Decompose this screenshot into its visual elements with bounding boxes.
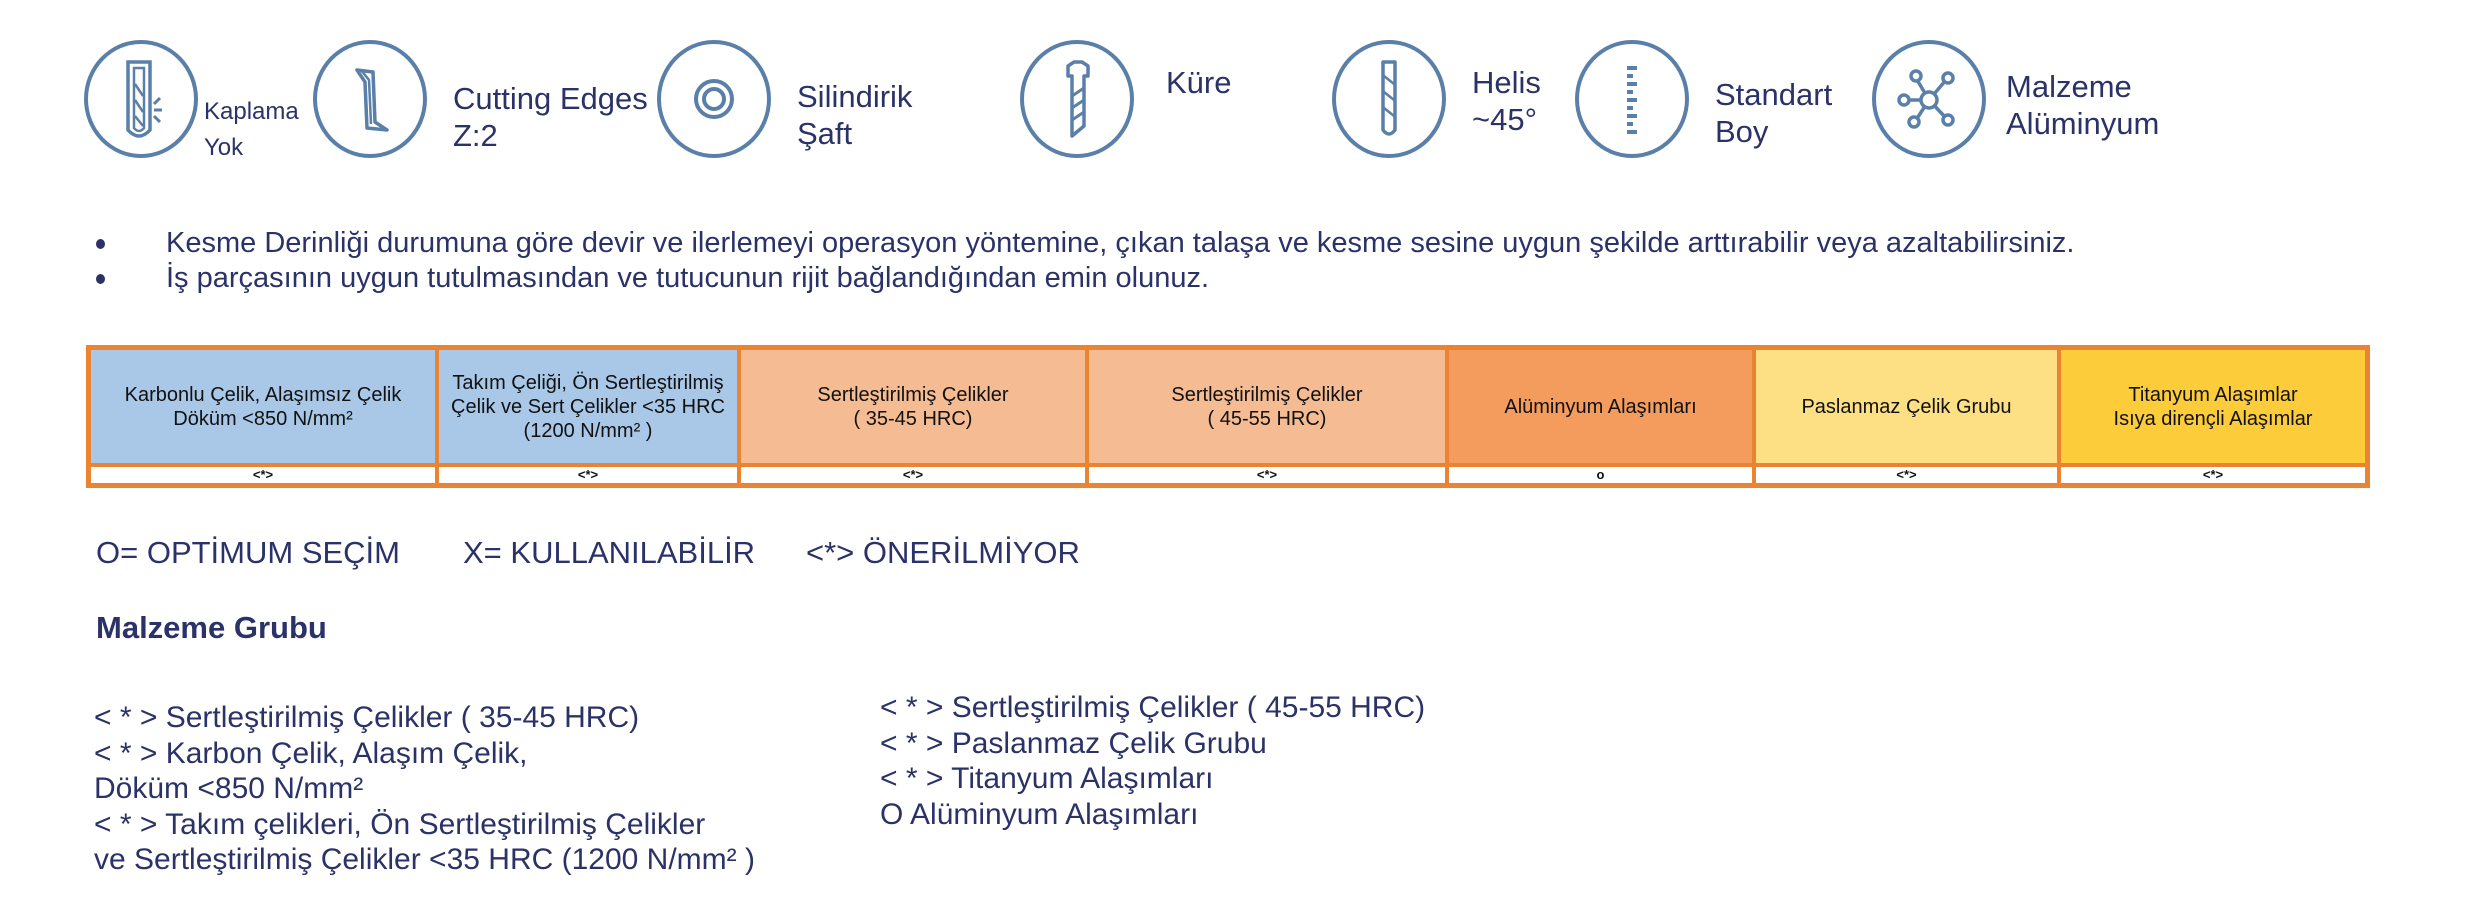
list-item: < * > Paslanmaz Çelik Grubu [880,726,1267,760]
standard-length-icon [1575,40,1689,158]
feature-coating-label: Kaplama Yok [204,98,299,161]
ball-nose-icon [1020,40,1134,158]
material-molecule-icon [1872,40,1986,158]
list-item: < * > Takım çelikleri, Ön Sertleştirilmiş Çelikler [94,807,706,841]
table-header-cell: Titanyum Alaşımlar Isıya dirençli Alaşımlar [2059,348,2368,466]
list-item: O Alüminyum Alaşımları [880,797,1199,831]
table-cell: <*> [739,465,1087,486]
list-item: Döküm <850 N/mm² [94,772,364,805]
list-item: < * > Sertleştirilmiş Çelikler ( 45-55 HRC) [880,691,1426,724]
feature-length-label: Standart Boy [1715,77,1833,149]
feature-helix-label: Helis ~45° [1472,65,1541,137]
list-item: < * > Karbon Çelik, Alaşım Çelik, [94,736,528,770]
legend-not-recommended: <*> ÖNERİLMİYOR [806,535,1080,570]
list-item: ve Sertleştirilmiş Çelikler <35 HRC (1200 N/mm² ) [94,843,755,876]
coating-icon [84,40,198,158]
note-item: İş parçasının uygun tutulmasından ve tutucunun rijit bağlandığından emin olunuz. [94,261,2074,296]
table-cell: <*> [437,465,739,486]
list-item: < * > Titanyum Alaşımları [880,762,1214,795]
material-group-title: Malzeme Grubu [96,610,327,645]
table-cell: <*> [89,465,438,486]
table-header-cell: Sertleştirilmiş Çelikler ( 45-55 HRC) [1087,348,1447,466]
list-item: < * > Sertleştirilmiş Çelikler ( 35-45 HRC) [94,701,640,734]
table-row [89,465,2368,486]
table-header-cell: Paslanmaz Çelik Grubu [1754,348,2059,466]
table-header-row [89,348,2368,466]
feature-ball-nose-label: Küre [1166,65,1232,100]
helix-icon [1332,40,1446,158]
feature-cutting-edges-label: Cutting Edges Z:2 [453,81,648,153]
usage-notes [94,226,2074,296]
table-cell: <*> [1087,465,1447,486]
material-compatibility-table [86,345,2370,488]
material-group-right-list [880,690,1425,832]
cylindrical-shaft-icon [657,40,771,158]
legend-optimum: O= OPTİMUM SEÇİM [96,535,400,570]
table-cell: o [1447,465,1754,486]
cutting-edge-icon [313,40,427,158]
bullet-icon [96,274,105,284]
table-cell: <*> [2059,465,2368,486]
feature-material-label: Malzeme Alüminyum [2006,69,2160,141]
table-cell: <*> [1754,465,2059,486]
table-header-cell: Karbonlu Çelik, Alaşımsız Çelik Döküm <850 N/mm² [89,348,438,466]
bullet-icon [96,239,105,249]
table-header-cell: Alüminyum Alaşımları [1447,348,1754,466]
table-header-cell: Sertleştirilmiş Çelikler ( 35-45 HRC) [739,348,1087,466]
table-header-cell: Takım Çeliği, Ön Sertleştirilmiş Çelik ve Sert Çelikler <35 HRC (1200 N/mm² ) [437,348,739,466]
material-group-left-list [94,700,755,878]
feature-icon-row [0,0,2480,180]
feature-shaft-label: Silindirik Şaft [797,79,913,151]
legend-usable: X= KULLANILABİLİR [463,535,756,570]
note-item: Kesme Derinliği durumuna göre devir ve ilerlemeyi operasyon yöntemine, çıkan talaşa ve kesme sesine uygun şekilde arttırabilir veya azaltabilirsiniz. [94,226,2074,261]
